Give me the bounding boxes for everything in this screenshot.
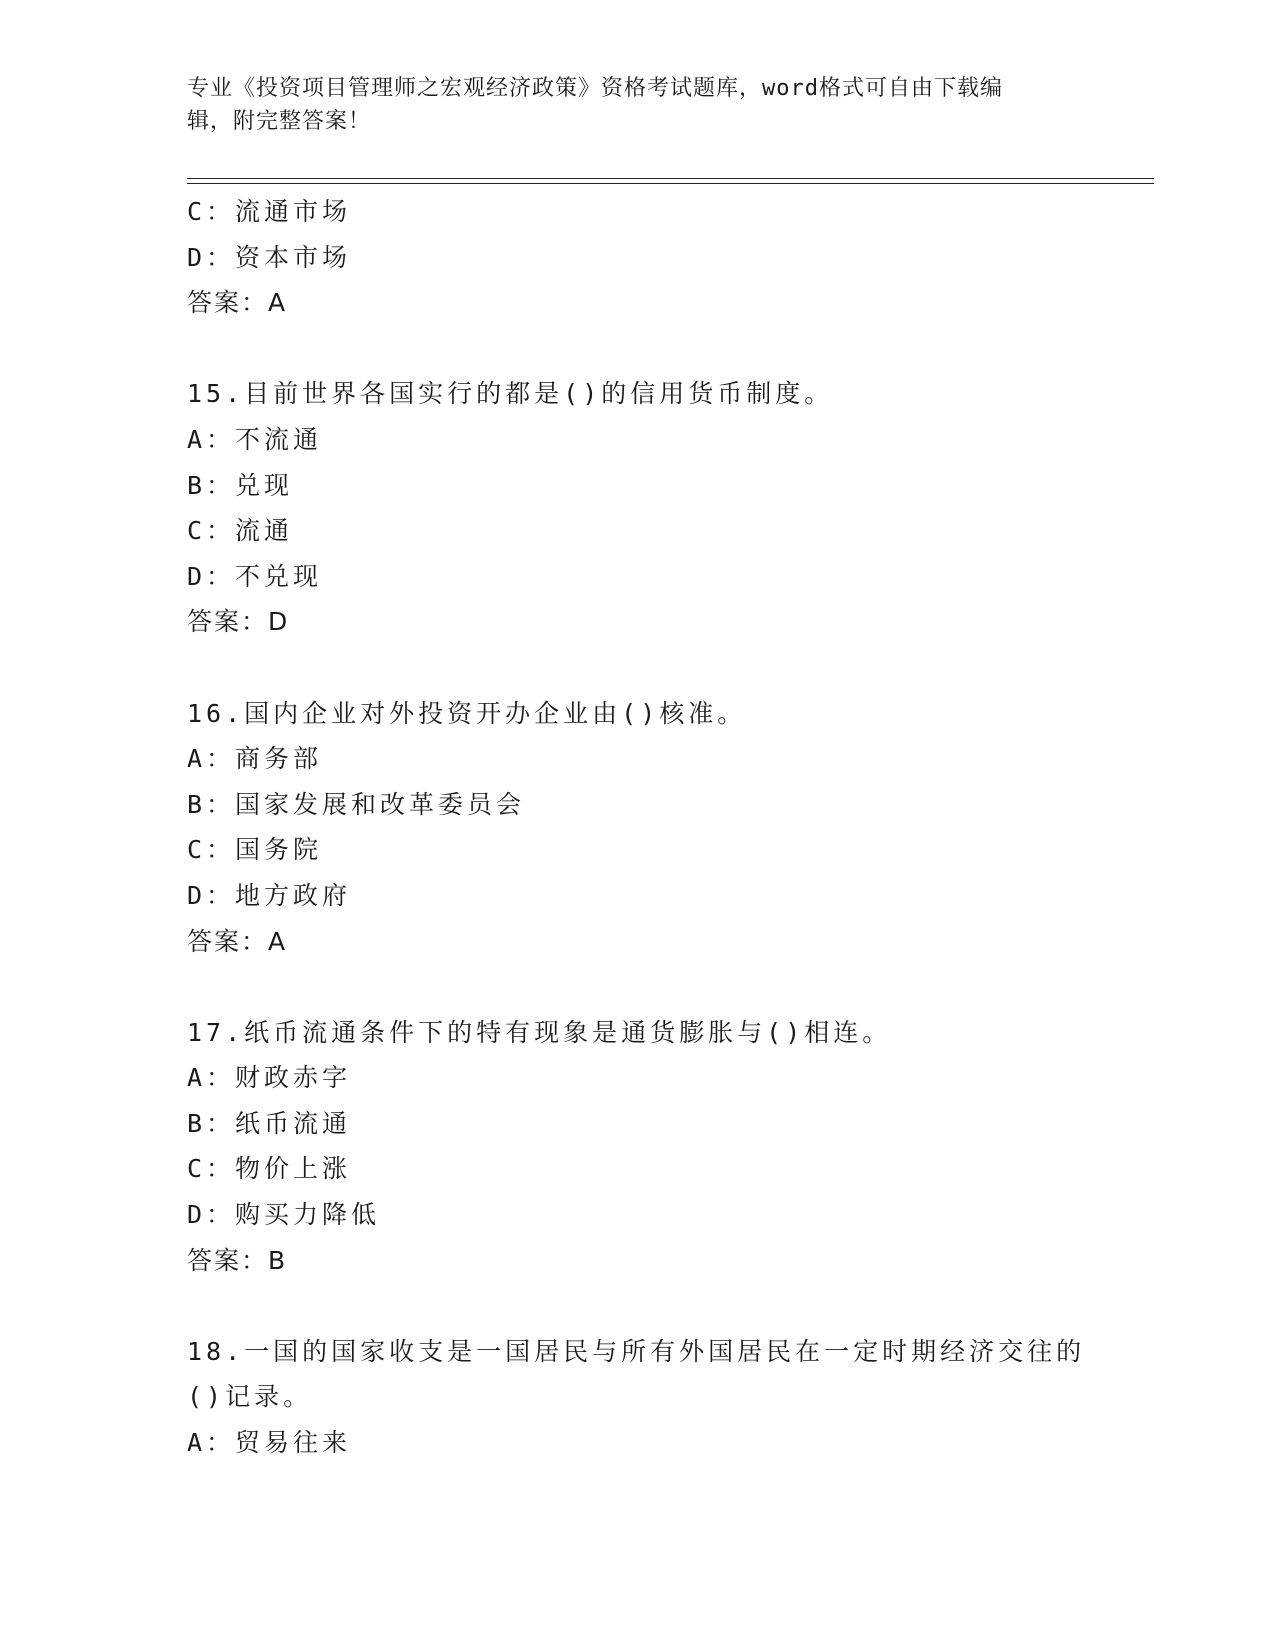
option-c: C：流通市场 xyxy=(187,197,352,226)
option-d: D：资本市场 xyxy=(187,242,352,272)
option-d: D：购买力降低 xyxy=(187,1200,381,1230)
question-text-line-1: 18.一国的国家收支是一国居民与所有外国居民在一定时期经济交往的 xyxy=(187,1336,1086,1366)
question-text: 15.目前世界各国实行的都是()的信用货币制度。 xyxy=(187,379,834,409)
option-d: D：地方政府 xyxy=(187,880,352,910)
question-16 xyxy=(187,691,1087,965)
header-divider-bottom xyxy=(187,183,1154,184)
answer-line: 答案：B xyxy=(187,1245,288,1275)
question-list xyxy=(187,189,1087,1466)
question-15 xyxy=(187,371,1087,645)
option-c: C：流通 xyxy=(187,516,294,546)
option-a: A：商务部 xyxy=(187,744,323,774)
answer-line: 答案：A xyxy=(187,926,288,956)
answer-line: 答案：A xyxy=(187,288,288,318)
option-a: A：贸易往来 xyxy=(187,1428,352,1458)
option-d: D：不兑现 xyxy=(187,561,323,591)
spacer xyxy=(187,1283,1087,1329)
spacer xyxy=(187,326,1087,372)
question-text-line-2: ()记录。 xyxy=(187,1382,313,1412)
option-c: C：国务院 xyxy=(187,835,323,865)
option-a: A：财政赤字 xyxy=(187,1063,352,1093)
header-line-2: 辑，附完整答案！ xyxy=(187,109,372,134)
spacer xyxy=(187,645,1087,691)
option-b: B：兑现 xyxy=(187,470,294,500)
option-c: C：物价上涨 xyxy=(187,1154,352,1184)
answer-line: 答案：D xyxy=(187,607,290,637)
question-text: 17.纸币流通条件下的特有现象是通货膨胀与()相连。 xyxy=(187,1017,892,1047)
header-divider-top xyxy=(187,178,1154,179)
spacer xyxy=(187,964,1087,1010)
option-b: B：国家发展和改革委员会 xyxy=(187,789,526,819)
option-b: B：纸币流通 xyxy=(187,1108,352,1138)
page-header xyxy=(187,72,1077,138)
question-17 xyxy=(187,1010,1087,1284)
option-a: A：不流通 xyxy=(187,424,323,454)
question-text: 16.国内企业对外投资开办企业由()核准。 xyxy=(187,698,747,728)
header-line-1: 专业《投资项目管理师之宏观经济政策》资格考试题库，word格式可自由下载编 xyxy=(187,76,1003,101)
question-18 xyxy=(187,1329,1087,1466)
